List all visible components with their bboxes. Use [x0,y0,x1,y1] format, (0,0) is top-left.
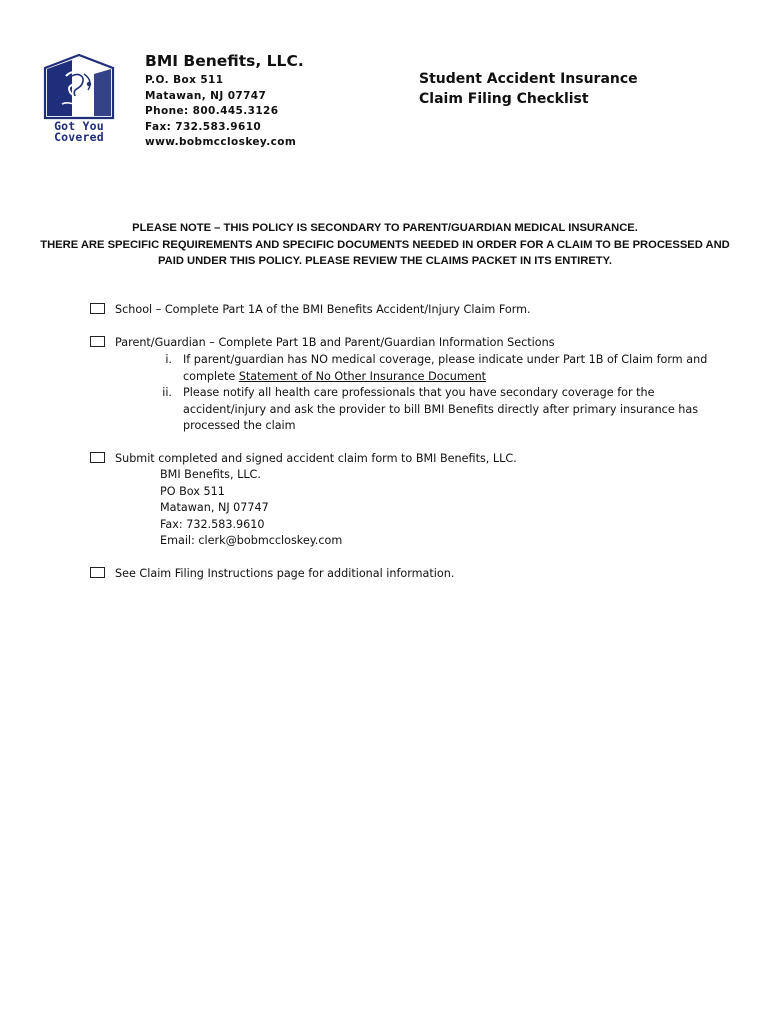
mailing-address-fax: Fax: 732.583.9610 [160,518,265,531]
mailing-address-email: Email: clerk@bobmccloskey.com [160,534,343,547]
notice-line1: PLEASE NOTE – THIS POLICY IS SECONDARY TO PARENT/GUARDIAN MEDICAL INSURANCE. [132,222,638,234]
document-title-line1: Student Accident Insurance [419,71,638,87]
notice-line2: THERE ARE SPECIFIC REQUIREMENTS AND SPECIFIC DOCUMENTS NEEDED IN ORDER FOR A CLAIM TO BE PROCESSED AND [40,238,730,251]
mailing-address-box: PO Box 511 [160,485,225,498]
sub-item-text: If parent/guardian has NO medical coverage, please indicate under Part 1B of Claim form and [183,353,708,366]
sub-item-text: processed the claim [183,419,296,432]
company-logo [42,54,116,146]
mailing-address-city: Matawan, NJ 07747 [160,501,269,514]
sub-item-text-prefix: complete [183,370,239,383]
document-title-line2: Claim Filing Checklist [419,91,589,107]
company-info [145,51,304,151]
logo-tagline-line2: Covered [54,130,104,144]
checkbox-instructions[interactable] [90,567,105,578]
checklist-item-label: School – Complete Part 1A of the BMI Benefits Accident/Injury Claim Form. [115,303,531,316]
company-name: BMI Benefits, LLC. [145,52,304,70]
company-phone: Phone: 800.445.3126 [145,105,279,118]
company-po-box: P.O. Box 511 [145,74,224,86]
checkbox-submit-form[interactable] [90,452,105,463]
sub-item-text [183,369,486,386]
policy-notice [14,220,756,270]
checklist-item-label: See Claim Filing Instructions page for additional information. [115,567,455,580]
checkbox-parent-guardian[interactable] [90,336,105,347]
sub-item-number: ii. [162,386,172,399]
checkbox-school[interactable] [90,303,105,314]
statement-no-other-insurance-link[interactable]: Statement of No Other Insurance Document [238,370,487,383]
checklist-item-label: Submit completed and signed accident claim form to BMI Benefits, LLC. [115,452,517,465]
company-fax: Fax: 732.583.9610 [145,120,262,133]
logo-tagline-line1: Got You [54,119,104,133]
notice-line3: PAID UNDER THIS POLICY. PLEASE REVIEW THE CLAIMS PACKET IN ITS ENTIRETY. [158,255,612,267]
company-city: Matawan, NJ 07747 [145,89,267,102]
sub-item-text: accident/injury and ask the provider to bill BMI Benefits directly after primary insurance has [183,403,699,416]
checklist-item-label: Parent/Guardian – Complete Part 1B and Parent/Guardian Information Sections [115,336,555,349]
company-website: www.bobmccloskey.com [145,136,297,149]
mailing-address-name: BMI Benefits, LLC. [160,468,261,481]
sub-item-number: i. [165,353,172,366]
document-title [419,69,638,109]
sub-item-text: Please notify all health care professionals that you have secondary coverage for the [183,386,655,399]
house-logo-icon [42,54,116,120]
